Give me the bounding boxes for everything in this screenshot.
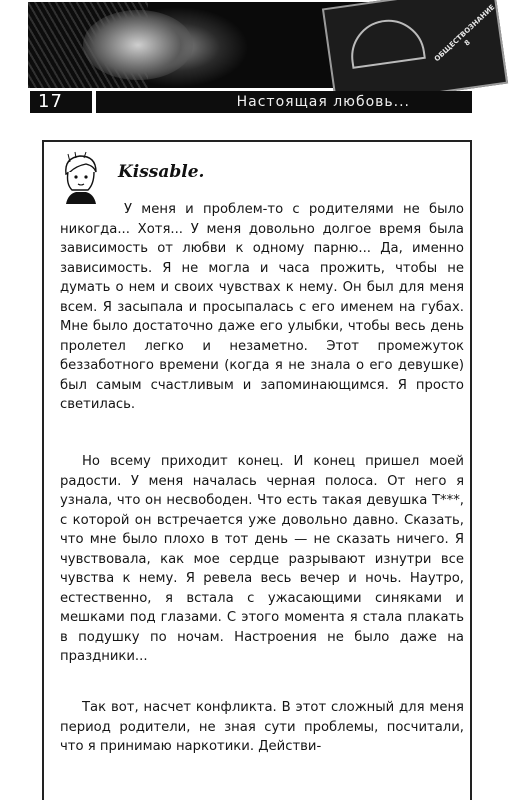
header-photo [28, 2, 497, 88]
article-paragraph: Так вот, насчет конфликта. В этот сложный для меня период родители, не зная сути проблемы, посчитали, что я принимаю наркотики. Действи- [60, 700, 464, 754]
page-header [0, 0, 506, 122]
article-paragraph [60, 200, 464, 415]
paragraph-text: У меня и проблем-то с родителями не было никогда... Хотя... У меня довольно долгое время была зависимость от любви к одному парню... Да, именно зависимость. Я не могла и часа прожить, чтобы не думать о нем и своих чувствах к нему. Он был для меня всем. Я засыпала и просыпалась с его именем на губах. Мне было достаточно даже его улыбки, чтобы весь день пролетел легко и незаметно. Этот промежуток беззаботного времени (когда я не знала о его девушке) был самым счастливым и запоминающимся. Я просто светилась. [60, 202, 464, 412]
magazine-cover-text: ОБЩЕСТВОЗНАНИЕ 8 [432, 3, 497, 64]
magazine-cover-graphic [346, 15, 425, 69]
page-number: 17 [30, 91, 92, 113]
photo-highlight [83, 10, 193, 80]
article-paragraph: Но всему приходит конец. И конец пришел моей радости. У меня началась черная полоса. От него я узнала, что он несвободен. Что есть такая девушка Т***, с которой он встречается уже довольно давно. Сказать, что мне было плохо в тот день — не сказать ничего. Я чувствовала, как мое сердце разрывают изнутри все чувства к нему. Я ревела весь вечер и ночь. Наутро, естественно, я встала с ужасающими синяками и мешками под глазами. С этого момента я стала плакать в подушку по ночам. Настроения не было даже на праздники... [60, 454, 464, 664]
author-name: Kissable. [118, 162, 205, 182]
section-title: Настоящая любовь... [96, 91, 472, 113]
